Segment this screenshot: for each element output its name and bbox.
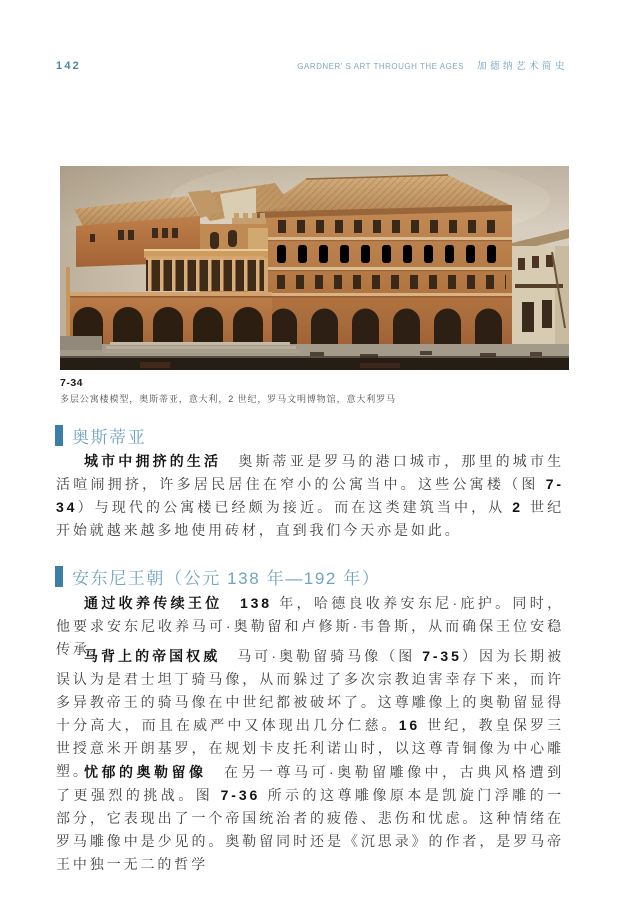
insula-model-photo (60, 166, 569, 370)
paragraph-equestrian-authority: 马背上的帝国权威 马可·奥勒留骑马像（图 7-35）因为长期被误认为是君士坦丁骑马像，从而躲过了多次宗教迫害幸存下来，而许多异教帝王的骑马像在中世纪都被破坏了。这尊雕像上的奥勒留显得十分高大，而且在威严中又体现出几分仁慈。16 世纪，教皇保罗三世授意米开朗基罗，在规划卡皮托利诺山时，以这尊青铜像为中心雕塑。 (56, 648, 564, 779)
figure-7-34 (60, 166, 569, 405)
page-number: 142 (56, 60, 81, 72)
figure-caption: 多层公寓楼模型，奥斯蒂亚，意大利，2 世纪，罗马文明博物馆，意大利罗马 (60, 394, 397, 404)
heading-accent-bar (55, 425, 63, 446)
paragraph-succession-by-adoption: 通过收养传续王位 138 年，哈德良收养安东尼·庇护。同时，他要求安东尼收养马可·奥勒留和卢修斯·韦鲁斯，从而确保王位安稳传承。 (56, 595, 564, 657)
section-heading-ostia (55, 423, 146, 448)
figure-label: 7-34 (60, 377, 84, 389)
running-head-zh: 加德纳艺术简史 (476, 61, 568, 72)
section-title: 安东尼王朝（公元 138 年—192 年） (72, 569, 381, 588)
running-head (297, 58, 568, 72)
section-heading-antonine (55, 564, 381, 589)
heading-accent-bar (55, 566, 63, 587)
page-header (56, 58, 568, 72)
running-head-en: GARDNER' S ART THROUGH THE AGES (297, 62, 464, 71)
paragraph-melancholy-aurelius: 忧郁的奥勒留像 在另一尊马可·奥勒留雕像中，古典风格遭到了更强烈的挑战。图 7-36 所示的这尊雕像原本是凯旋门浮雕的一部分，它表现出了一个帝国统治者的疲倦、悲伤和忧虑。这种情绪在罗马雕像中是少见的。奥勒留同时还是《沉思录》的作者，是罗马帝王中独一无二的哲学 (56, 764, 564, 872)
section-title: 奥斯蒂亚 (72, 428, 147, 447)
paragraph-crowded-city-life: 城市中拥挤的生活 奥斯蒂亚是罗马的港口城市，那里的城市生活喧闹拥挤，许多居民居住在窄小的公寓当中。这些公寓楼（图 7-34）与现代的公寓楼已经颇为接近。而在这类建筑当中，从 2 世纪开始就越来越多地使用砖材，直到我们今天亦是如此。 (56, 453, 565, 538)
